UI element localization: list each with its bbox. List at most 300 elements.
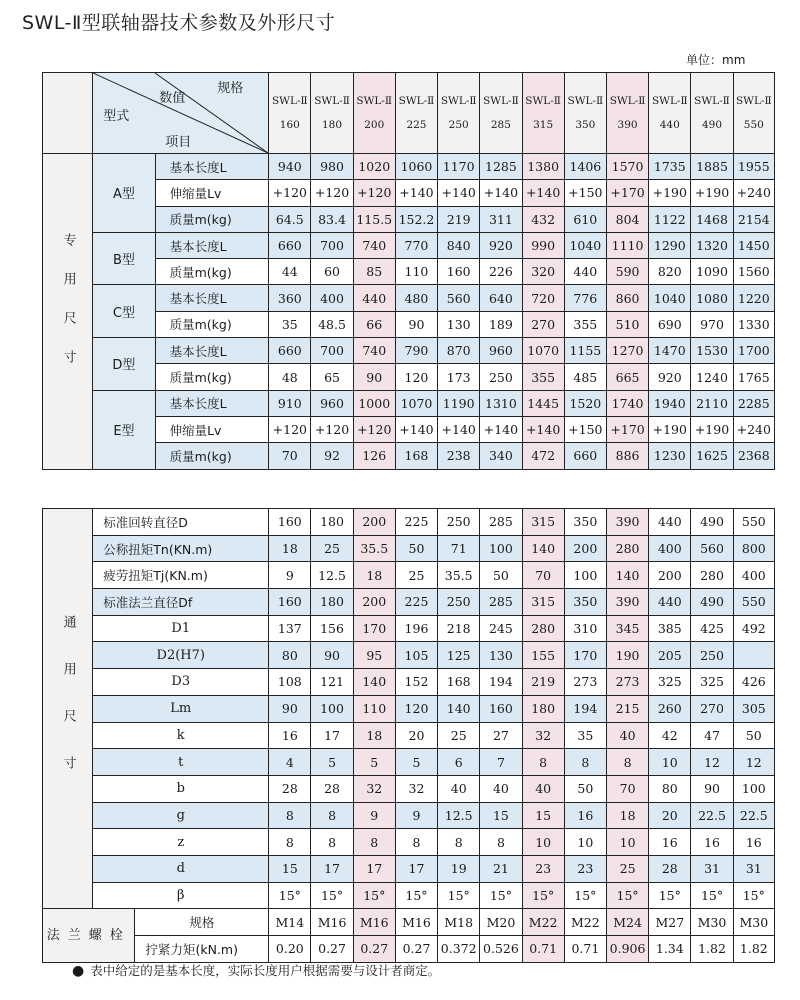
value-cell: 0.71 [522, 936, 564, 963]
value-cell: 48 [269, 364, 311, 390]
value-cell: 770 [395, 232, 437, 258]
value-cell: 70 [269, 443, 311, 469]
value-cell: 28 [269, 775, 311, 802]
value-cell: 311 [480, 206, 522, 232]
value-cell: 400 [649, 535, 691, 562]
value-cell: 1080 [691, 285, 733, 311]
item-cell: 质量m(kg) [155, 311, 269, 337]
value-cell: 47 [691, 722, 733, 749]
model-series [523, 89, 564, 137]
table-row [43, 775, 775, 802]
item-cell: z [93, 829, 269, 856]
value-cell: 1530 [691, 338, 733, 364]
value-cell: 1110 [606, 232, 648, 258]
model-size-text: 390 [617, 119, 638, 131]
model-series-text: SWL-Ⅱ [440, 95, 477, 107]
table-row [43, 589, 775, 616]
value-cell: 152.2 [395, 206, 437, 232]
value-cell: 12.5 [438, 802, 480, 829]
value-cell: 180 [311, 509, 353, 536]
value-cell: +140 [522, 416, 564, 442]
value-cell: 1406 [564, 154, 606, 180]
value-cell: 27 [480, 722, 522, 749]
value-cell: 17 [311, 855, 353, 882]
value-cell: 7 [480, 749, 522, 776]
model-series [691, 89, 732, 137]
item-cell: 基本长度L [155, 390, 269, 416]
value-cell: 1155 [564, 338, 606, 364]
value-cell: 320 [522, 259, 564, 285]
item-cell: 基本长度L [155, 338, 269, 364]
item-cell: 基本长度L [155, 232, 269, 258]
value-cell: 280 [691, 562, 733, 589]
value-cell: 100 [733, 775, 774, 802]
item-cell: b [93, 775, 269, 802]
value-cell: 15 [522, 802, 564, 829]
value-cell: 90 [311, 642, 353, 669]
value-cell: 1700 [733, 338, 774, 364]
value-cell: M14 [269, 909, 311, 936]
value-cell: 1570 [606, 154, 648, 180]
value-cell: 108 [269, 669, 311, 696]
value-cell: 226 [480, 259, 522, 285]
value-cell: 156 [311, 615, 353, 642]
value-cell: 273 [606, 669, 648, 696]
value-cell: 225 [395, 509, 437, 536]
footnote [72, 961, 440, 979]
type-label: 型式 [103, 109, 130, 124]
item-cell: 疲劳扭矩Tj(KN.m) [93, 562, 269, 589]
value-cell: 170 [353, 615, 395, 642]
model-series [311, 89, 352, 137]
value-cell: 550 [733, 589, 774, 616]
value-cell: 8 [564, 749, 606, 776]
model-size-text: 315 [533, 119, 554, 131]
value-cell: 920 [649, 364, 691, 390]
side-header-blank [43, 73, 93, 154]
table-row [43, 285, 775, 311]
value-cell: 15° [606, 882, 648, 909]
value-cell: 310 [564, 615, 606, 642]
value-cell: 42 [649, 722, 691, 749]
value-cell: 590 [606, 259, 648, 285]
value-cell: 16 [733, 829, 774, 856]
value-cell: 100 [480, 535, 522, 562]
model-series [269, 89, 310, 137]
value-cell: +120 [311, 416, 353, 442]
value-cell: 16 [691, 829, 733, 856]
value-cell: 15° [269, 882, 311, 909]
value-cell: 40 [606, 722, 648, 749]
value-cell: 8 [480, 829, 522, 856]
value-cell: 690 [649, 311, 691, 337]
value-cell: 9 [269, 562, 311, 589]
value-cell: 16 [649, 829, 691, 856]
item-cell: 规格 [135, 909, 269, 936]
model-series [565, 89, 606, 137]
table-row [43, 669, 775, 696]
value-cell: 4 [269, 749, 311, 776]
value-cell: 23 [564, 855, 606, 882]
value-cell: 15° [649, 882, 691, 909]
value-cell: +140 [522, 180, 564, 206]
value-cell: 804 [606, 206, 648, 232]
value-cell: +140 [438, 180, 480, 206]
value-cell: 35.5 [353, 535, 395, 562]
model-header [480, 73, 522, 154]
value-cell: M20 [480, 909, 522, 936]
value-cell: 20 [649, 802, 691, 829]
value-cell: 17 [395, 855, 437, 882]
table-row [43, 509, 775, 536]
value-cell: 0.71 [564, 936, 606, 963]
item-cell: 标准法兰直径Df [93, 589, 269, 616]
value-cell: 215 [606, 695, 648, 722]
value-cell: 25 [438, 722, 480, 749]
value-cell: 425 [691, 615, 733, 642]
value-cell: 140 [606, 562, 648, 589]
value-cell: +190 [691, 180, 733, 206]
value-cell: 400 [733, 562, 774, 589]
value-cell: 1330 [733, 311, 774, 337]
value-cell: 1380 [522, 154, 564, 180]
model-series-text: SWL-Ⅱ [735, 95, 772, 107]
value-cell: 8 [606, 749, 648, 776]
value-cell: 440 [353, 285, 395, 311]
value-cell: 510 [606, 311, 648, 337]
value-cell: +140 [480, 416, 522, 442]
value-cell: 9 [353, 802, 395, 829]
value-cell: 32 [395, 775, 437, 802]
value-cell: 12 [691, 749, 733, 776]
value-cell: 92 [311, 443, 353, 469]
value-cell: 8 [353, 829, 395, 856]
item-cell: 标准回转直径D [93, 509, 269, 536]
value-cell: 550 [733, 509, 774, 536]
item-cell: 基本长度L [155, 154, 269, 180]
value-cell: 970 [691, 311, 733, 337]
value-cell: 2285 [733, 390, 774, 416]
value-cell: 31 [691, 855, 733, 882]
special-group-label: 专用尺寸 [43, 154, 93, 470]
value-cell: 50 [480, 562, 522, 589]
value-cell: +190 [649, 416, 691, 442]
value-cell: 1320 [691, 232, 733, 258]
item-cell: 拧紧力矩(kN.m) [135, 936, 269, 963]
value-cell: 168 [395, 443, 437, 469]
value-cell: 270 [522, 311, 564, 337]
model-size-text: 200 [364, 119, 385, 131]
item-cell: 基本长度L [155, 285, 269, 311]
value-cell: +140 [438, 416, 480, 442]
general-dimensions-table [42, 508, 775, 963]
value-cell: 50 [733, 722, 774, 749]
value-cell: M16 [311, 909, 353, 936]
spec-label: 规格 [217, 81, 244, 96]
value-cell: 238 [438, 443, 480, 469]
value-cell: 245 [480, 615, 522, 642]
value-cell: 190 [606, 642, 648, 669]
value-cell: 2368 [733, 443, 774, 469]
value-cell: 740 [353, 232, 395, 258]
table-row [43, 154, 775, 180]
special-dimensions-table [42, 72, 775, 470]
bullet-icon: ● [72, 963, 85, 979]
value-cell: 8 [269, 829, 311, 856]
value-cell: 700 [311, 338, 353, 364]
value-cell: +240 [733, 416, 774, 442]
value-cell: 1000 [353, 390, 395, 416]
value-cell: 90 [691, 775, 733, 802]
table-row [43, 562, 775, 589]
item-cell: 质量m(kg) [155, 443, 269, 469]
value-cell: M18 [438, 909, 480, 936]
unit-label: 单位：mm [686, 53, 746, 67]
value-cell: 10 [649, 749, 691, 776]
value-cell: 205 [649, 642, 691, 669]
value-cell: 121 [311, 669, 353, 696]
item-cell: β [93, 882, 269, 909]
table-row [43, 936, 775, 963]
table-row [43, 232, 775, 258]
value-cell: 10 [564, 829, 606, 856]
value-label: 数值 [159, 91, 186, 106]
item-cell: k [93, 722, 269, 749]
value-cell: 200 [649, 562, 691, 589]
value-cell: 1470 [649, 338, 691, 364]
value-cell: 140 [438, 695, 480, 722]
value-cell: 160 [438, 259, 480, 285]
value-cell: 18 [353, 562, 395, 589]
value-cell: 1070 [395, 390, 437, 416]
value-cell: 70 [522, 562, 564, 589]
model-header [522, 73, 564, 154]
value-cell: 10 [522, 829, 564, 856]
value-cell: 1740 [606, 390, 648, 416]
value-cell: 15° [395, 882, 437, 909]
value-cell: 35.5 [438, 562, 480, 589]
model-size-text: 250 [448, 119, 469, 131]
value-cell: 16 [269, 722, 311, 749]
value-cell: 560 [438, 285, 480, 311]
value-cell: 115.5 [353, 206, 395, 232]
value-cell: 66 [353, 311, 395, 337]
value-cell: 12.5 [311, 562, 353, 589]
value-cell: M30 [691, 909, 733, 936]
value-cell: 910 [269, 390, 311, 416]
table-row [43, 722, 775, 749]
value-cell: 440 [649, 589, 691, 616]
model-series [649, 89, 690, 137]
type-cell: D型 [93, 338, 155, 391]
value-cell: 8 [395, 829, 437, 856]
table-row [43, 749, 775, 776]
value-cell: 17 [353, 855, 395, 882]
item-cell: 公称扭矩Tn(KN.m) [93, 535, 269, 562]
value-cell: 1122 [649, 206, 691, 232]
value-cell: 1.34 [649, 936, 691, 963]
value-cell: +120 [353, 180, 395, 206]
value-cell: 1940 [649, 390, 691, 416]
value-cell: 170 [564, 642, 606, 669]
value-cell: 23 [522, 855, 564, 882]
model-size-text: 225 [406, 119, 427, 131]
value-cell: 160 [480, 695, 522, 722]
value-cell: 90 [353, 364, 395, 390]
value-cell: 740 [353, 338, 395, 364]
value-cell: 1955 [733, 154, 774, 180]
value-cell: M16 [353, 909, 395, 936]
value-cell: 28 [649, 855, 691, 882]
table-row [43, 695, 775, 722]
model-series-text: SWL-Ⅱ [525, 95, 561, 107]
value-cell: 6 [438, 749, 480, 776]
value-cell: M16 [395, 909, 437, 936]
value-cell: 305 [733, 695, 774, 722]
value-cell: 886 [606, 443, 648, 469]
table-row [43, 882, 775, 909]
value-cell: 1170 [438, 154, 480, 180]
value-cell: 820 [649, 259, 691, 285]
value-cell: 8 [438, 829, 480, 856]
value-cell: +190 [691, 416, 733, 442]
value-cell: 1020 [353, 154, 395, 180]
model-series-text: SWL-Ⅱ [651, 95, 688, 107]
table-row [43, 615, 775, 642]
value-cell: 1190 [438, 390, 480, 416]
value-cell: 440 [564, 259, 606, 285]
value-cell: 219 [522, 669, 564, 696]
value-cell: 15° [353, 882, 395, 909]
value-cell: 940 [269, 154, 311, 180]
item-cell: d [93, 855, 269, 882]
value-cell: 25 [395, 562, 437, 589]
value-cell: 280 [606, 535, 648, 562]
value-cell: 990 [522, 232, 564, 258]
footnote-text: 表中给定的是基本长度，实际长度用户根据需要与设计者商定。 [90, 963, 441, 978]
value-cell: 130 [438, 311, 480, 337]
value-cell: 440 [649, 509, 691, 536]
value-cell: 196 [395, 615, 437, 642]
value-cell: 194 [480, 669, 522, 696]
value-cell: 472 [522, 443, 564, 469]
value-cell: 960 [480, 338, 522, 364]
value-cell: 340 [480, 443, 522, 469]
value-cell: 960 [311, 390, 353, 416]
value-cell: 70 [606, 775, 648, 802]
value-cell: 22.5 [733, 802, 774, 829]
value-cell: 20 [395, 722, 437, 749]
value-cell: M22 [564, 909, 606, 936]
item-cell: D2(H7) [93, 642, 269, 669]
model-header [606, 73, 648, 154]
value-cell: 8 [311, 802, 353, 829]
value-cell: 0.906 [606, 936, 648, 963]
value-cell: 16 [564, 802, 606, 829]
value-cell: 1560 [733, 259, 774, 285]
value-cell: 15° [480, 882, 522, 909]
value-cell: 200 [564, 535, 606, 562]
value-cell: 270 [691, 695, 733, 722]
value-cell: 35 [564, 722, 606, 749]
model-series-text: SWL-Ⅱ [314, 95, 350, 107]
value-cell: 130 [480, 642, 522, 669]
value-cell: 273 [564, 669, 606, 696]
value-cell: 15° [311, 882, 353, 909]
value-cell: 40 [438, 775, 480, 802]
value-cell: 980 [311, 154, 353, 180]
value-cell: 2154 [733, 206, 774, 232]
table-row [43, 390, 775, 416]
value-cell: 1060 [395, 154, 437, 180]
value-cell: +120 [269, 180, 311, 206]
value-cell: 360 [269, 285, 311, 311]
model-series [480, 89, 521, 137]
value-cell: 140 [522, 535, 564, 562]
value-cell: 1285 [480, 154, 522, 180]
value-cell: +150 [564, 416, 606, 442]
item-cell: Lm [93, 695, 269, 722]
value-cell: +120 [311, 180, 353, 206]
value-cell: 125 [438, 642, 480, 669]
value-cell: 180 [311, 589, 353, 616]
value-cell: 5 [395, 749, 437, 776]
model-header [269, 73, 311, 154]
value-cell: 50 [564, 775, 606, 802]
model-size-text: 160 [279, 119, 300, 131]
model-size-text: 490 [701, 119, 723, 131]
bolt-group-label: 法兰螺栓 [43, 909, 135, 962]
table-row [43, 535, 775, 562]
value-cell: 325 [691, 669, 733, 696]
value-cell: 126 [353, 443, 395, 469]
model-series [396, 89, 437, 137]
value-cell: M27 [649, 909, 691, 936]
value-cell: 1468 [691, 206, 733, 232]
value-cell: 5 [311, 749, 353, 776]
value-cell: 32 [353, 775, 395, 802]
value-cell: 280 [522, 615, 564, 642]
value-cell: 25 [606, 855, 648, 882]
value-cell: +140 [395, 180, 437, 206]
header-row [43, 73, 775, 154]
model-header [649, 73, 691, 154]
value-cell: 315 [522, 509, 564, 536]
value-cell: 65 [311, 364, 353, 390]
value-cell: 610 [564, 206, 606, 232]
value-cell: 870 [438, 338, 480, 364]
value-cell: 31 [733, 855, 774, 882]
value-cell: 840 [438, 232, 480, 258]
type-cell: C型 [93, 285, 155, 338]
value-cell: 345 [606, 615, 648, 642]
value-cell: 40 [480, 775, 522, 802]
value-cell: 80 [649, 775, 691, 802]
value-cell: 285 [480, 509, 522, 536]
value-cell: 137 [269, 615, 311, 642]
model-size-text: 350 [575, 119, 596, 131]
value-cell: 110 [353, 695, 395, 722]
table-row [43, 909, 775, 936]
value-cell: 83.4 [311, 206, 353, 232]
value-cell: +190 [649, 180, 691, 206]
value-cell: 28 [311, 775, 353, 802]
value-cell: 200 [353, 589, 395, 616]
value-cell: 400 [311, 285, 353, 311]
model-series-text: SWL-Ⅱ [483, 95, 519, 107]
value-cell: 1885 [691, 154, 733, 180]
model-series-text: SWL-Ⅱ [271, 95, 308, 107]
